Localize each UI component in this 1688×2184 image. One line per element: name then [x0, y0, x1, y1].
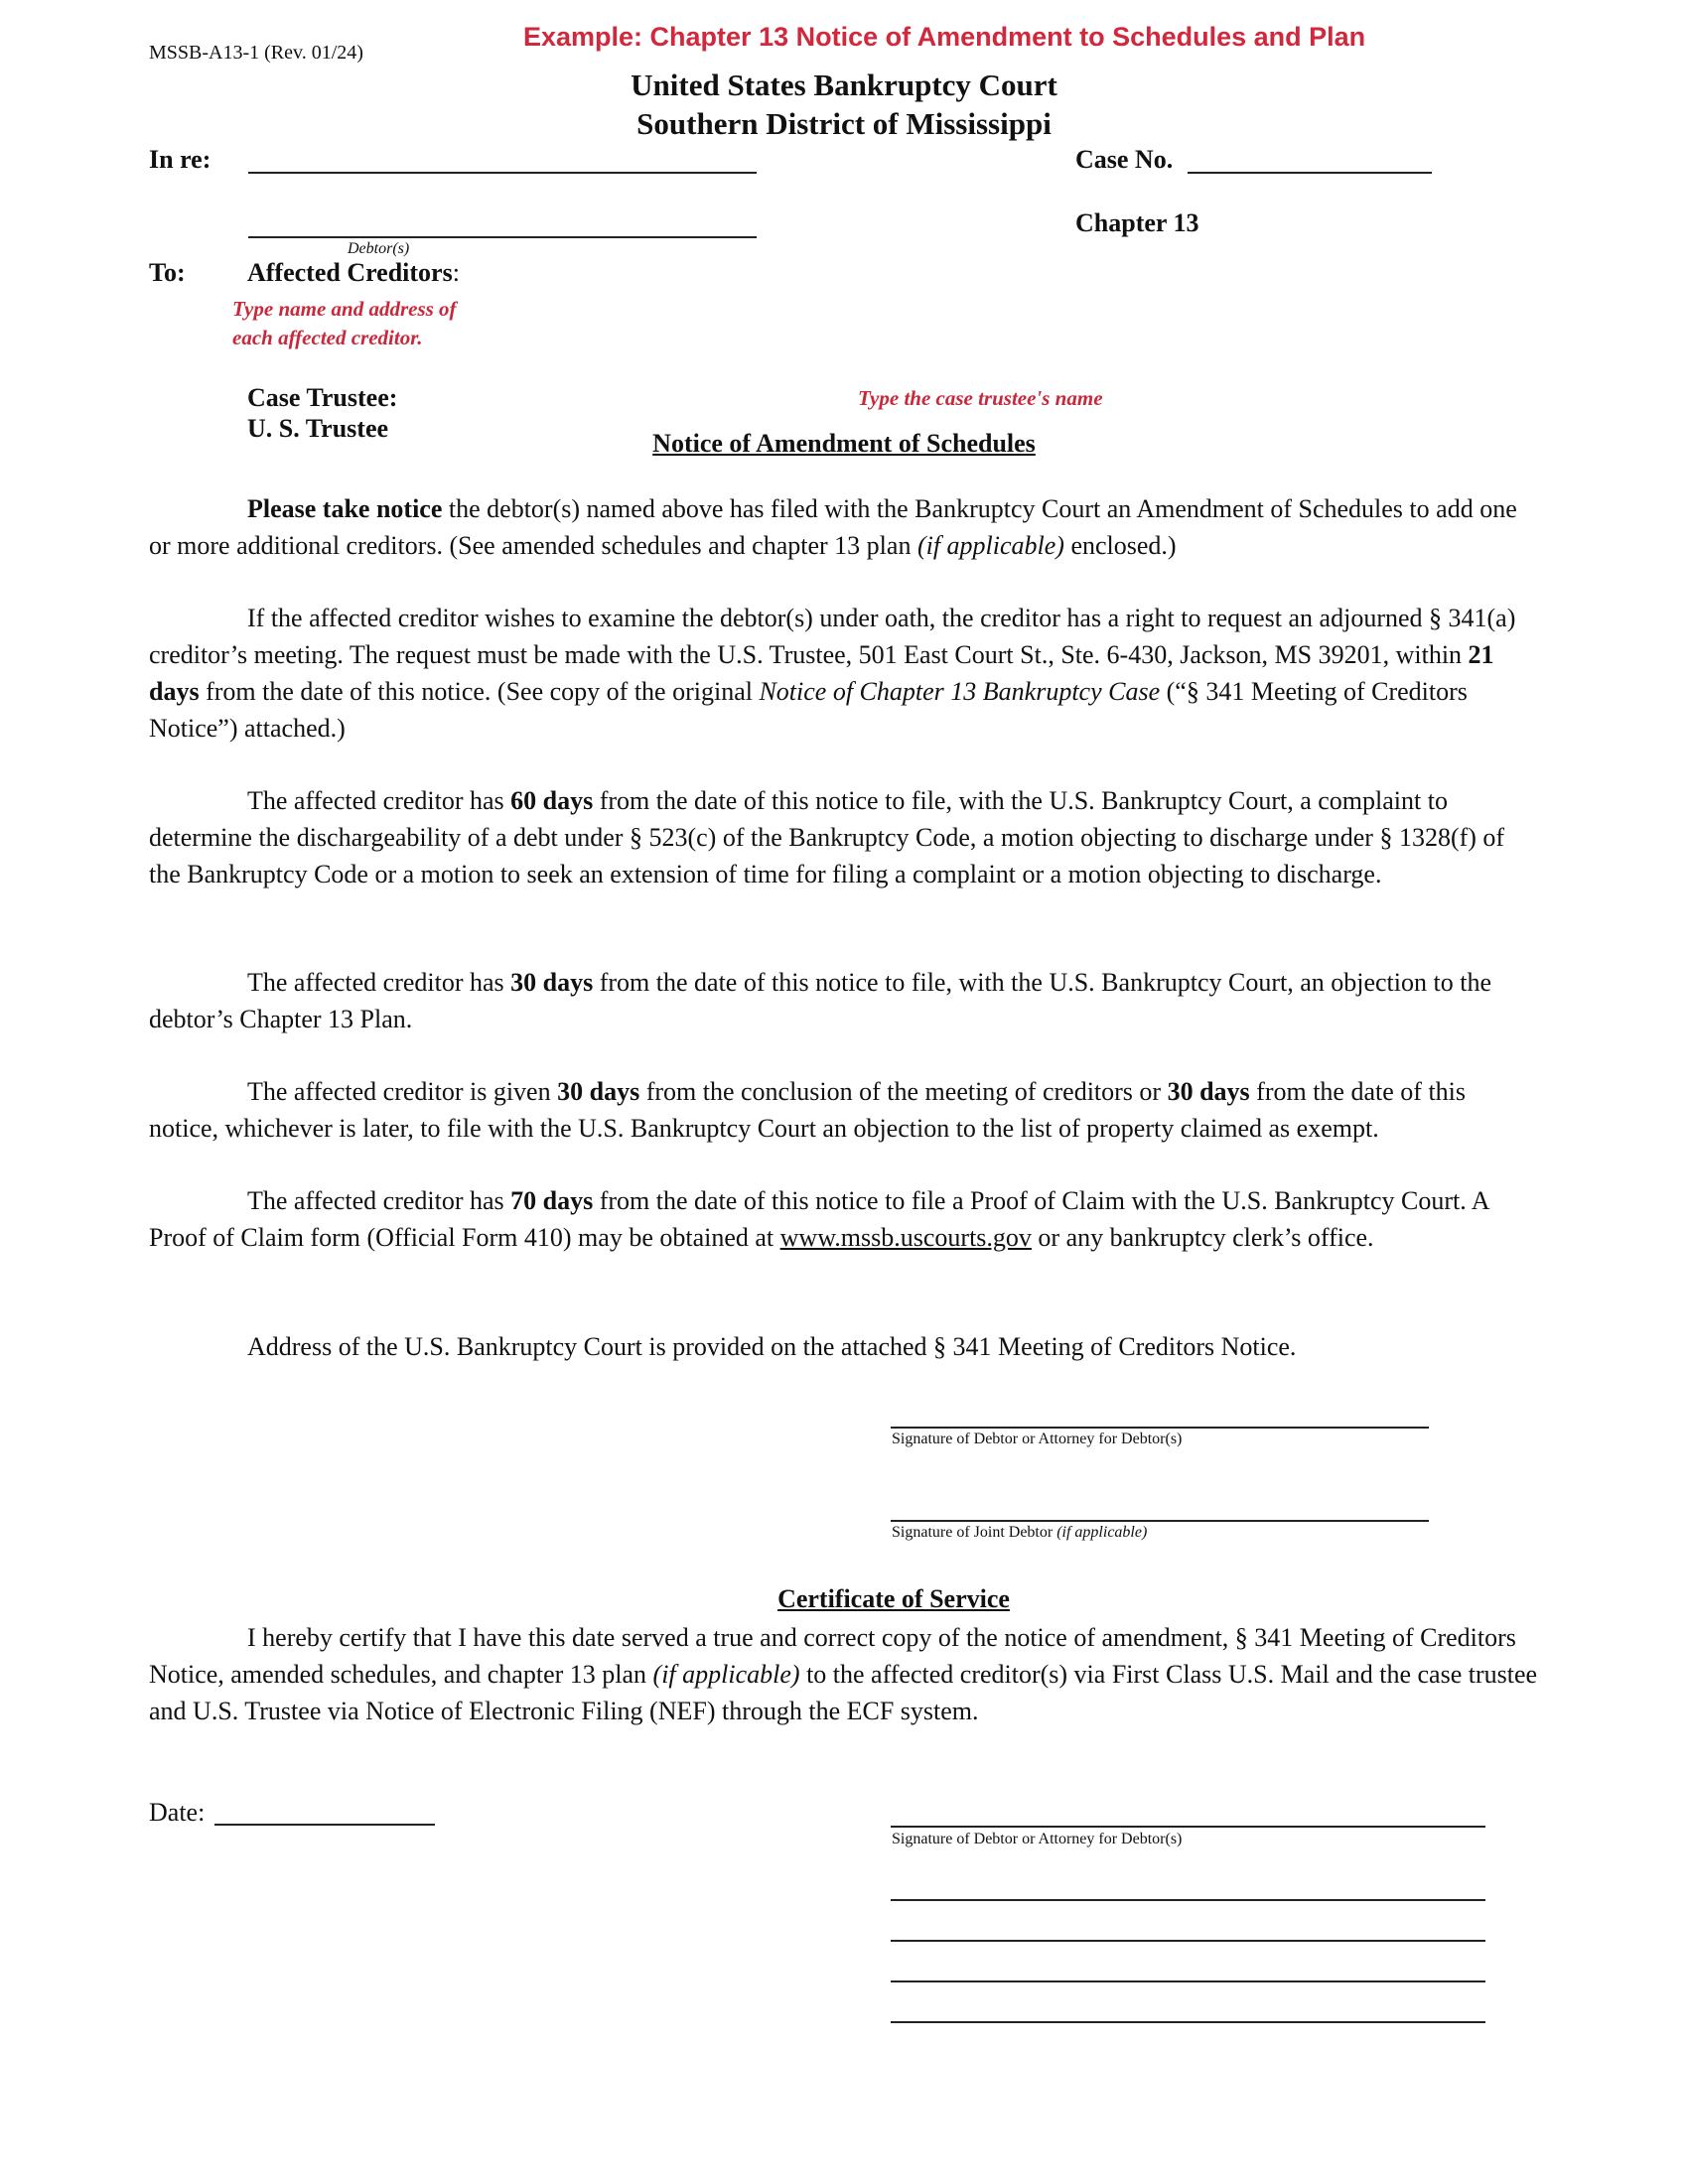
court-name: United States Bankruptcy Court — [631, 68, 1057, 102]
to-label: To: — [149, 258, 186, 287]
signature-line-debtor[interactable] — [891, 1427, 1429, 1429]
case-no-line[interactable] — [1188, 172, 1432, 174]
chapter-label: Chapter 13 — [1075, 208, 1199, 237]
form-id: MSSB-A13-1 (Rev. 01/24) — [149, 42, 363, 64]
paragraph-7: Address of the U.S. Bankruptcy Court is provided on the attached § 341 Meeting of Creditors Notice. — [247, 1332, 1297, 1361]
date-label: Date: — [149, 1798, 206, 1827]
notice-title: Notice of Amendment of Schedules — [652, 429, 1036, 458]
trustee-note: Type the case trustee's name — [858, 386, 1103, 410]
address-line-3[interactable] — [891, 1980, 1485, 1982]
paragraph-3: The affected creditor has 60 days from the date of this notice to file, with the U.S. Bankruptcy Court, a complaint to determine the dischargeability of a debt under § 523(c) of the Bankruptcy Code, a motion objecting to discharge under § 1328(f) of the Bankruptcy Code or a motion to seek an extension of time for filing a complaint or a motion objecting to discharge. — [149, 786, 1505, 888]
paragraph-6: The affected creditor has 70 days from the date of this notice to file a Proof of Claim with the U.S. Bankruptcy Court. A Proof of Claim form (Official Form 410) may be obtained at www.mssb.uscourts.gov or any bankruptcy clerk’s office. — [149, 1186, 1489, 1252]
debtor-caption: Debtor(s) — [348, 240, 410, 257]
affected-creditors-heading: Affected Creditors: — [247, 258, 460, 287]
address-line-1[interactable] — [891, 1899, 1485, 1901]
signature-caption-debtor: Signature of Debtor or Attorney for Debtor(s) — [892, 1431, 1183, 1447]
case-no-label: Case No. — [1075, 145, 1174, 174]
paragraph-4: The affected creditor has 30 days from the date of this notice to file, with the U.S. Bankruptcy Court, an objection to the debtor’s Chapter 13 Plan. — [149, 968, 1491, 1033]
address-line-2[interactable] — [891, 1940, 1485, 1942]
in-re-label: In re: — [149, 145, 211, 174]
date-line[interactable] — [214, 1824, 435, 1826]
case-trustee-label: Case Trustee: — [247, 383, 398, 412]
court-district: Southern District of Mississippi — [636, 106, 1052, 141]
signature-caption-joint-debtor: Signature of Joint Debtor (if applicable) — [892, 1524, 1148, 1541]
court-website-link[interactable]: www.mssb.uscourts.gov — [779, 1223, 1032, 1252]
signature-line-joint-debtor[interactable] — [891, 1520, 1429, 1522]
paragraph-2: If the affected creditor wishes to examine the debtor(s) under oath, the creditor has a right to request an adjourned § 341(a) creditor’s meeting. The request must be made with the U.S. Trustee, 501 East Court St., Ste. 6-430, Jackson, MS 39201, within 21 days from the date of this notice. (See copy of the original Notice of Chapter 13 Bankruptcy Case (“§ 341 Meeting of Creditors Notice”) attached.) — [149, 604, 1516, 743]
paragraph-1: Please take notice the debtor(s) named above has filed with the Bankruptcy Court an Amendment of Schedules to add one or more additional creditors. (See amended schedules and chapter 13 plan (if applicable) enclosed.) — [149, 494, 1517, 560]
certificate-title: Certificate of Service — [777, 1584, 1010, 1613]
example-title: Example: Chapter 13 Notice of Amendment to Schedules and Plan — [523, 22, 1366, 52]
creditor-note: Type name and address of each affected creditor. — [232, 297, 457, 349]
certificate-signature-caption: Signature of Debtor or Attorney for Debtor(s) — [892, 1831, 1183, 1847]
address-line-4[interactable] — [891, 2021, 1485, 2023]
us-trustee-label: U. S. Trustee — [247, 414, 389, 443]
certificate-text: I hereby certify that I have this date served a true and correct copy of the notice of amendment, § 341 Meeting of Creditors Notice, amended schedules, and chapter 13 plan (if applicable) to the affected creditor(s) via First Class U.S. Mail and the case trustee and U.S. Trustee via Notice of Electronic Filing (NEF) through the ECF system. — [149, 1623, 1538, 1725]
paragraph-5: The affected creditor is given 30 days from the conclusion of the meeting of creditors or 30 days from the date of this notice, whichever is later, to file with the U.S. Bankruptcy Court an objection to the list of property claimed as exempt. — [149, 1077, 1467, 1143]
debtor-name-line-2[interactable] — [248, 236, 757, 238]
certificate-signature-line[interactable] — [891, 1826, 1485, 1828]
debtor-name-line-1[interactable] — [248, 172, 757, 174]
